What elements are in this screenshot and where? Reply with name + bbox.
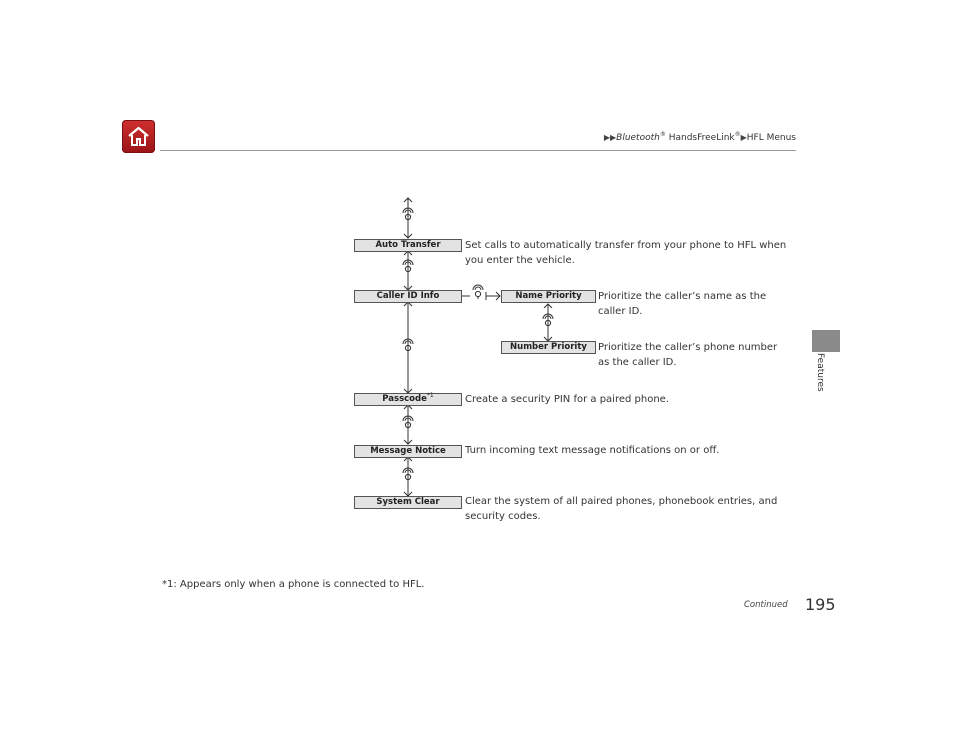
breadcrumb-part-handsfreelink: HandsFreeLink bbox=[665, 133, 735, 143]
registered-mark: ® bbox=[734, 131, 741, 138]
description-auto-transfer: Set calls to automatically transfer from your phone to HFL when you enter the vehicle. bbox=[465, 240, 787, 266]
continued-label: Continued bbox=[744, 600, 788, 610]
description-message-notice: Turn incoming text message notifications on or off. bbox=[465, 445, 720, 456]
description-name-priority: Prioritize the caller’s name as the caller ID. bbox=[598, 291, 767, 317]
description-system-clear: Clear the system of all paired phones, phonebook entries, and security codes. bbox=[465, 496, 778, 522]
description-passcode: Create a security PIN for a paired phone. bbox=[465, 394, 669, 405]
footnote: *1: Appears only when a phone is connected to HFL. bbox=[162, 579, 425, 590]
page-number: 195 bbox=[805, 595, 836, 614]
breadcrumb-part-hfl-menus: HFL Menus bbox=[746, 133, 796, 143]
menu-item-system-clear: System Clear bbox=[354, 496, 462, 509]
footnote-mark: *1 bbox=[426, 392, 434, 400]
menu-item-message-notice: Message Notice bbox=[354, 445, 462, 458]
dial-icon bbox=[473, 285, 483, 299]
menu-item-passcode bbox=[354, 393, 462, 406]
menu-item-auto-transfer: Auto Transfer bbox=[354, 239, 462, 252]
breadcrumb-arrow-icon: ▶▶ bbox=[603, 133, 617, 142]
breadcrumb-arrow-icon: ▶ bbox=[740, 133, 747, 142]
menu-item-name-priority: Name Priority bbox=[501, 290, 596, 303]
section-label-text: Features bbox=[815, 353, 825, 392]
menu-item-number-priority: Number Priority bbox=[501, 341, 596, 354]
menu-item-passcode-label: Passcode bbox=[382, 394, 427, 404]
menu-item-caller-id-info: Caller ID Info bbox=[354, 290, 462, 303]
breadcrumb-part-bluetooth: Bluetooth bbox=[616, 133, 660, 143]
description-number-priority: Prioritize the caller’s phone number as the caller ID. bbox=[598, 342, 778, 368]
registered-mark: ® bbox=[659, 131, 666, 138]
